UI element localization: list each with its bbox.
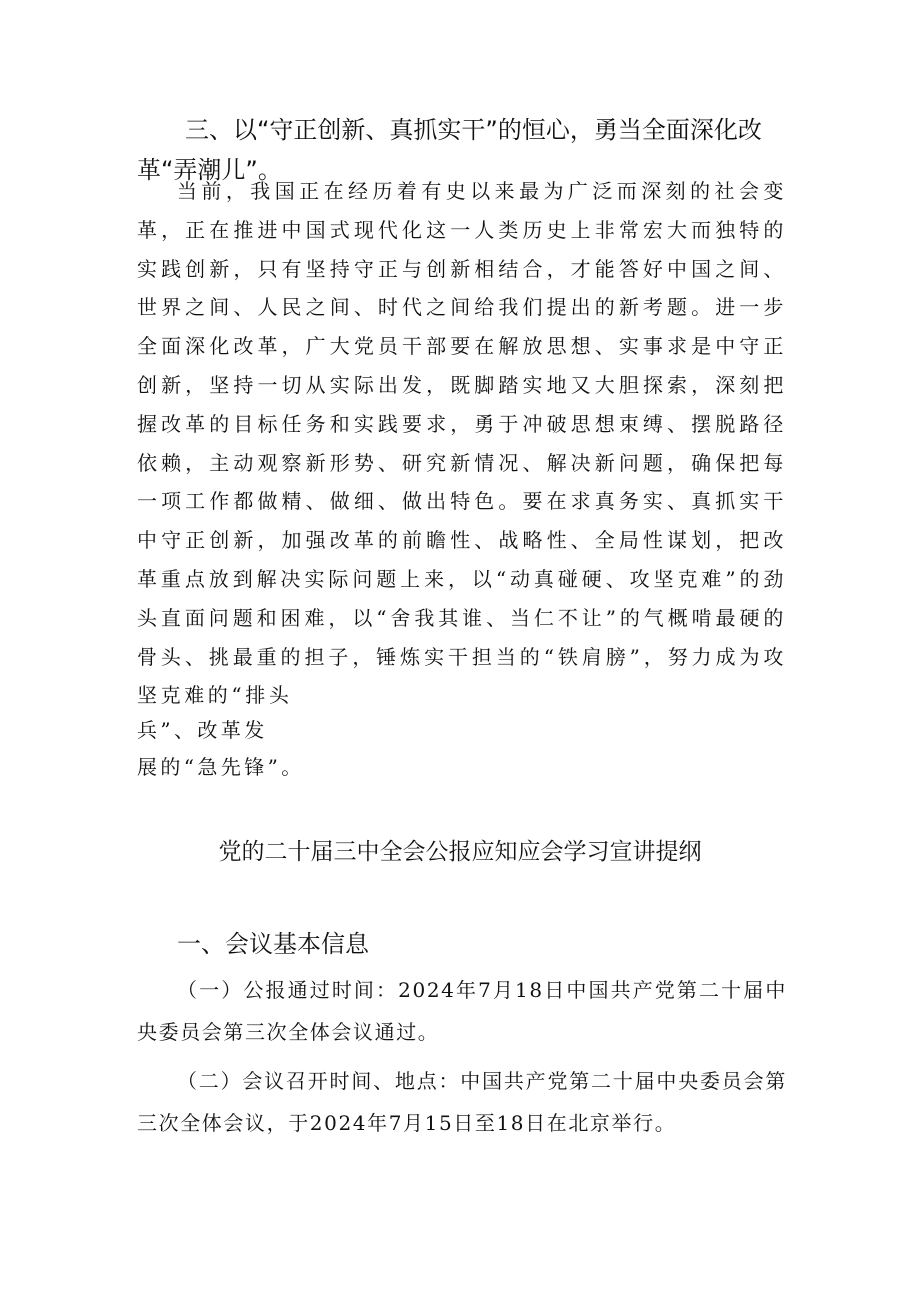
section-one-heading: 一、会议基本信息 [177, 930, 369, 958]
section-three-tail-line-2: 展的“急先锋”。 [137, 755, 305, 779]
section-three-tail-line-1: 兵”、改革发 [137, 718, 268, 742]
section-one-item: （二）会议召开时间、地点：中国共产党第二十届中央委员会第三次全体会议，于2024年7月15日至18日在北京举行。 [137, 1069, 787, 1135]
section-one-item: （一）公报通过时间：2024年7月18日中国共产党第二十届中央委员会第三次全体会议通过。 [137, 978, 787, 1044]
section-three-paragraph: 当前，我国正在经历着有史以来最为广泛而深刻的社会变革，正在推进中国式现代化这一人类历史上非常宏大而独特的实践创新，只有坚持守正与创新相结合，才能答好中国之间、世界之间、人民之间、时代之间给我们提出的新考题。进一步全面深化改革，广大党员干部要在解放思想、实事求是中守正创新，坚持一切从实际出发，既脚踏实地又大胆探索，深刻把握改革的目标任务和实践要求，勇于冲破思想束缚、摆脱路径依赖，主动观察新形势、研究新情况、解决新问题，确保把每一项工作都做精、做细、做出特色。要在求真务实、真抓实干中守正创新，加强改革的前瞻性、战略性、全局性谋划，把改革重点放到解决实际问题上来，以“动真碰硬、攻坚克难”的劲头直面问题和困难，以“舍我其谁、当仁不让”的气概啃最硬的骨头、挑最重的担子，锤炼实干担当的“铁肩膀”，努力成为攻坚克难的“排头 [137, 179, 787, 708]
document-title: 党的二十届三中全会公报应知应会学习宣讲提纲 [218, 839, 702, 865]
section-three-heading: 三、以“守正创新、真抓实干”的恒心，勇当全面深化改革“弄潮儿”。 [137, 116, 762, 184]
